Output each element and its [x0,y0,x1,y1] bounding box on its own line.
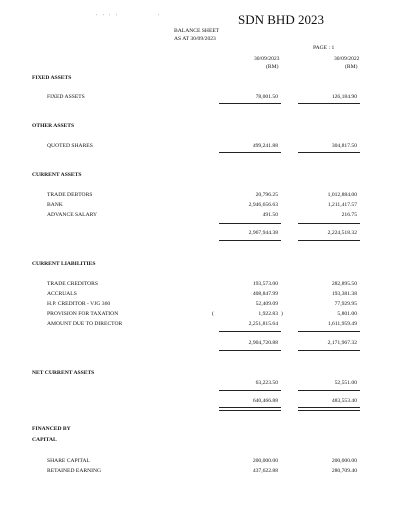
subtotal-rule [298,390,360,391]
net-total-current: 640,466.88 [252,398,278,404]
column-unit-current: (RM) [266,64,279,70]
total-rule [298,350,360,351]
line-item-current: 2,251,815.64 [248,321,278,327]
column-date-current: 30/09/2023 [254,56,280,62]
section-heading: CURRENT LIABILITIES [32,261,96,267]
open-paren: ( [212,311,214,317]
net-total-previous: 483,553.40 [331,398,357,404]
column-unit-previous: (RM) [345,64,358,70]
line-item-current: 1,922.83 [258,311,278,317]
line-item-label: AMOUNT DUE TO DIRECTOR [47,321,123,327]
scrap-text-mid: ' [158,14,162,20]
page-number: PAGE : 1 [313,45,335,51]
line-item-label: QUOTED SHARES [47,143,93,149]
line-item-current: 52,409.09 [255,301,278,307]
line-item-label: TRADE CREDITORS [47,281,99,287]
subtotal-current: 2,967,944.38 [248,230,278,236]
line-item-current: 200,000.00 [252,458,278,464]
line-item-previous: 200,000.00 [331,458,357,464]
net-current-previous: 52,551.00 [334,380,357,386]
line-item-label: SHARE CAPITAL [47,458,90,464]
total-rule [298,152,360,153]
subtotal-previous: 2,171,967.32 [327,340,357,346]
line-item-label: H.P. CREDITOR - VJG 360 [47,301,111,307]
line-item-current: 408,847.99 [252,291,278,297]
line-item-current: 193,573.00 [252,281,278,287]
line-item-previous: 1,211,417.57 [327,202,357,208]
section-heading: FIXED ASSETS [32,75,72,81]
company-name: SDN BHD 2023 [238,12,324,27]
total-rule [219,103,281,104]
line-item-previous: 216.75 [341,212,357,218]
line-item-label: BANK [47,202,63,208]
subtotal-current: 2,904,720.88 [248,340,278,346]
column-date-previous: 30/09/2022 [334,56,360,62]
total-rule [219,152,281,153]
net-current-current: 63,223.50 [255,380,278,386]
line-item-previous: 193,381.38 [331,291,357,297]
subtotal-rule [219,390,281,391]
close-paren: ) [281,311,283,317]
line-item-previous: 1,611,959.49 [327,321,357,327]
line-item-label: ACCRUALS [47,291,77,297]
line-item-label: TRADE DEBTORS [47,192,93,198]
line-item-label: RETAINED EARNING [47,468,102,474]
section-heading: OTHER ASSETS [32,123,75,129]
line-item-current: 20,796.25 [255,192,278,198]
line-item-current: 499,241.88 [252,143,278,149]
subtotal-rule [298,223,360,224]
document-title: BALANCE SHEET [174,28,220,34]
line-item-current: 491.50 [262,212,278,218]
line-item-label: FIXED ASSETS [47,94,85,100]
line-item-previous: 280,709.40 [331,468,357,474]
line-item-previous: 1,012,884.00 [327,192,357,198]
line-item-previous: 126,184.90 [331,94,357,100]
line-item-previous: 282,895.50 [331,281,357,287]
section-subheading: CAPITAL [32,437,57,443]
line-item-label: PROVISION FOR TAXATION [47,311,119,317]
line-item-previous: 304,817.50 [331,143,357,149]
section-heading: CURRENT ASSETS [32,172,82,178]
as-at-date: AS AT 30/09/2023 [174,36,216,42]
line-item-current: 78,001.50 [255,94,278,100]
section-heading: FINANCED BY [32,426,71,432]
line-item-current: 2,946,656.63 [248,202,278,208]
double-rule [219,407,281,411]
total-rule [298,103,360,104]
total-rule [298,240,360,241]
double-rule [298,407,360,411]
line-item-previous: 5,801.00 [337,311,357,317]
subtotal-rule [219,223,281,224]
line-item-previous: 77,929.95 [334,301,357,307]
subtotal-rule [219,331,281,332]
total-rule [219,240,281,241]
line-item-current: 437,622.88 [252,468,278,474]
line-item-label: ADVANCE SALARY [47,212,98,218]
total-rule [219,350,281,351]
section-heading: NET CURRENT ASSETS [32,370,95,376]
subtotal-previous: 2,224,518.32 [327,230,357,236]
scrap-text-left: ' ' ' ' [96,14,119,20]
subtotal-rule [298,331,360,332]
